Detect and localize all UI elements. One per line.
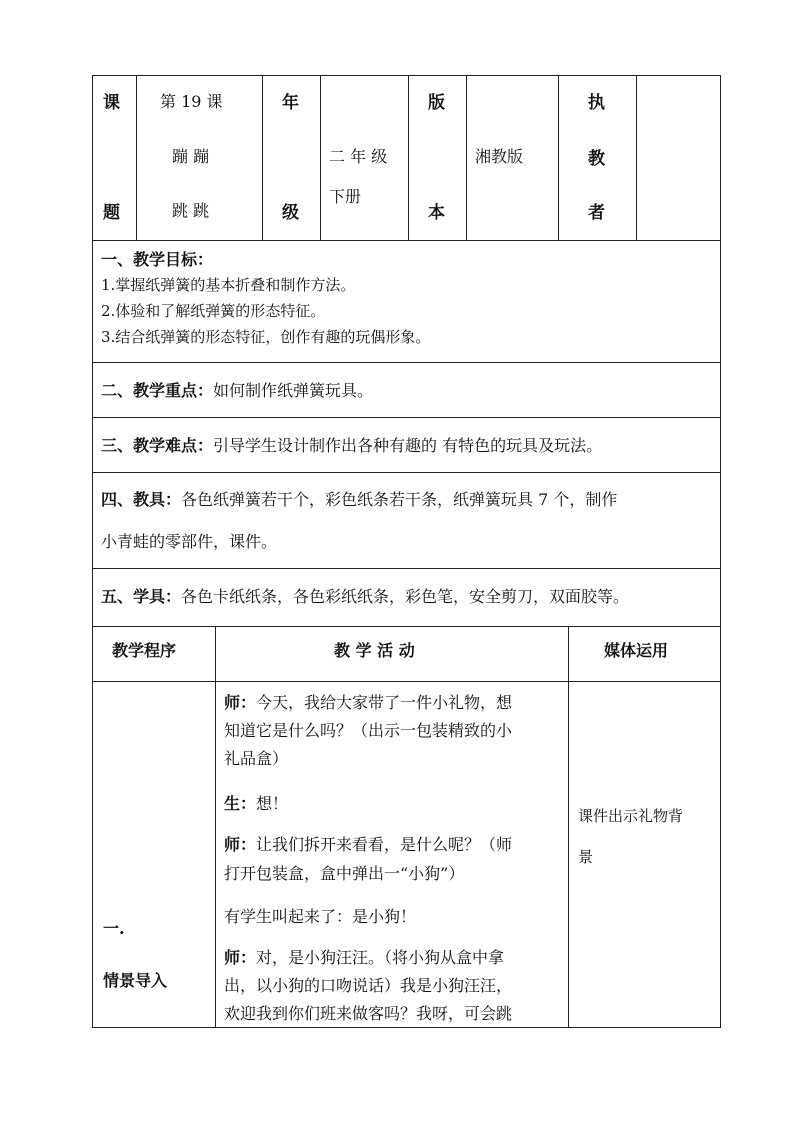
edition-label-bottom: 本: [428, 203, 445, 223]
header-divider-4: [408, 75, 409, 240]
dialogue-text: 今天，我给大家带了一件小礼物，想: [256, 693, 513, 712]
goals-title: 一、教学目标：: [101, 250, 214, 269]
dialogue-1-line-1: [224, 690, 512, 713]
tools-text-1: 各色纸弹簧若干个，彩色纸条若干条，纸弹簧玩具 7 个，制作: [181, 490, 618, 509]
row-line-student-tools-bottom: [92, 626, 721, 627]
row-line-bottom: [92, 1027, 721, 1028]
stage-name: 情景导入: [103, 971, 168, 990]
speaker-teacher: 师：: [224, 693, 257, 712]
course-label-top: 课: [103, 93, 120, 113]
row-line-tools-bottom: [92, 568, 721, 569]
speaker-student: 生：: [224, 794, 257, 813]
dialogue-text: 对，是小狗汪汪。（将小狗从盒中拿: [256, 948, 505, 967]
col-header-activity: 教 学 活 动: [334, 641, 415, 660]
teacher-label-1: 执: [588, 93, 605, 113]
difficulty-label: 三、教学难点：: [101, 436, 214, 455]
goal-item-2: 2.体验和了解纸弹簧的形态特征。: [101, 302, 326, 320]
grade-label-bottom: 级: [282, 203, 299, 223]
key-point-row: [101, 378, 373, 401]
header-divider-3: [320, 75, 321, 240]
edition-label-top: 版: [428, 93, 445, 113]
key-point-text: 如何制作纸弹簧玩具。: [213, 381, 374, 400]
speaker-teacher: 师：: [224, 835, 257, 854]
row-line-key-bottom: [92, 417, 721, 418]
tools-row-line-1: [101, 487, 617, 510]
border-left: [92, 75, 93, 1028]
row-line-goals-bottom: [92, 362, 721, 363]
header-divider-6: [558, 75, 559, 240]
media-line-2: 景: [578, 848, 594, 866]
student-tools-row: [101, 584, 629, 607]
tools-text-2: 小青蛙的零部件，课件。: [101, 532, 278, 551]
teacher-label-3: 者: [588, 203, 605, 223]
process-divider-2: [568, 626, 569, 1028]
row-line-top: [92, 75, 721, 76]
header-divider-1: [136, 75, 137, 240]
row-line-process-header-bottom: [92, 681, 721, 682]
header-divider-5: [466, 75, 467, 240]
grade-value-line-2: 下册: [329, 187, 362, 206]
stage-number: 一.: [103, 919, 125, 938]
difficulty-row: [101, 433, 602, 456]
process-divider-1: [215, 626, 216, 1028]
media-line-1: 课件出示礼物背: [578, 807, 684, 825]
goal-item-3: 3.结合纸弹簧的形态特征，创作有趣的玩偶形象。: [101, 328, 431, 346]
border-right: [720, 75, 721, 1028]
row-line-header-bottom: [92, 240, 721, 241]
dialogue-5-line-2: 出，以小狗的口吻说话）我是小狗汪汪，: [224, 976, 513, 995]
row-line-difficulty-bottom: [92, 472, 721, 473]
student-tools-label: 五、学具：: [101, 587, 182, 606]
tools-label: 四、教具：: [101, 490, 182, 509]
header-divider-2: [262, 75, 263, 240]
dialogue-2-line-1: [224, 791, 288, 814]
speaker-teacher: 师：: [224, 948, 257, 967]
dialogue-1-line-2: 知道它是什么吗？（出示一包装精致的小: [224, 721, 513, 740]
dialogue-4-line-1: 有学生叫起来了：是小狗！: [224, 907, 417, 926]
edition-value: 湘教版: [475, 147, 524, 166]
col-header-procedure: 教学程序: [112, 641, 177, 660]
dialogue-text: 想！: [256, 794, 289, 813]
lesson-title-line-2: 跳 跳: [172, 201, 210, 220]
goal-item-1: 1.掌握纸弹簧的基本折叠和制作方法。: [101, 276, 356, 294]
student-tools-text: 各色卡纸纸条，各色彩纸纸条，彩色笔，安全剪刀，双面胶等。: [181, 587, 630, 606]
lesson-number: 第 19 课: [160, 92, 223, 111]
grade-label-top: 年: [282, 93, 299, 113]
dialogue-3-line-2: 打开包装盒，盒中弹出一“小狗”）: [224, 864, 465, 883]
col-header-media: 媒体运用: [604, 641, 669, 660]
teacher-label-2: 教: [588, 149, 605, 169]
lesson-title-line-1: 蹦 蹦: [172, 147, 210, 166]
key-point-label: 二、教学重点：: [101, 381, 214, 400]
difficulty-text: 引导学生设计制作出各种有趣的 有特色的玩具及玩法。: [213, 436, 603, 455]
dialogue-text: 让我们拆开来看看，是什么呢？（师: [256, 835, 513, 854]
header-divider-7: [636, 75, 637, 240]
dialogue-3-line-1: [224, 832, 512, 855]
course-label-bottom: 题: [103, 203, 120, 223]
dialogue-5-line-3: 欢迎我到你们班来做客吗？我呀，可会跳: [224, 1004, 513, 1023]
dialogue-1-line-3: 礼品盒）: [224, 749, 289, 768]
grade-value-line-1: 二 年 级: [329, 147, 388, 166]
dialogue-5-line-1: [224, 945, 504, 968]
